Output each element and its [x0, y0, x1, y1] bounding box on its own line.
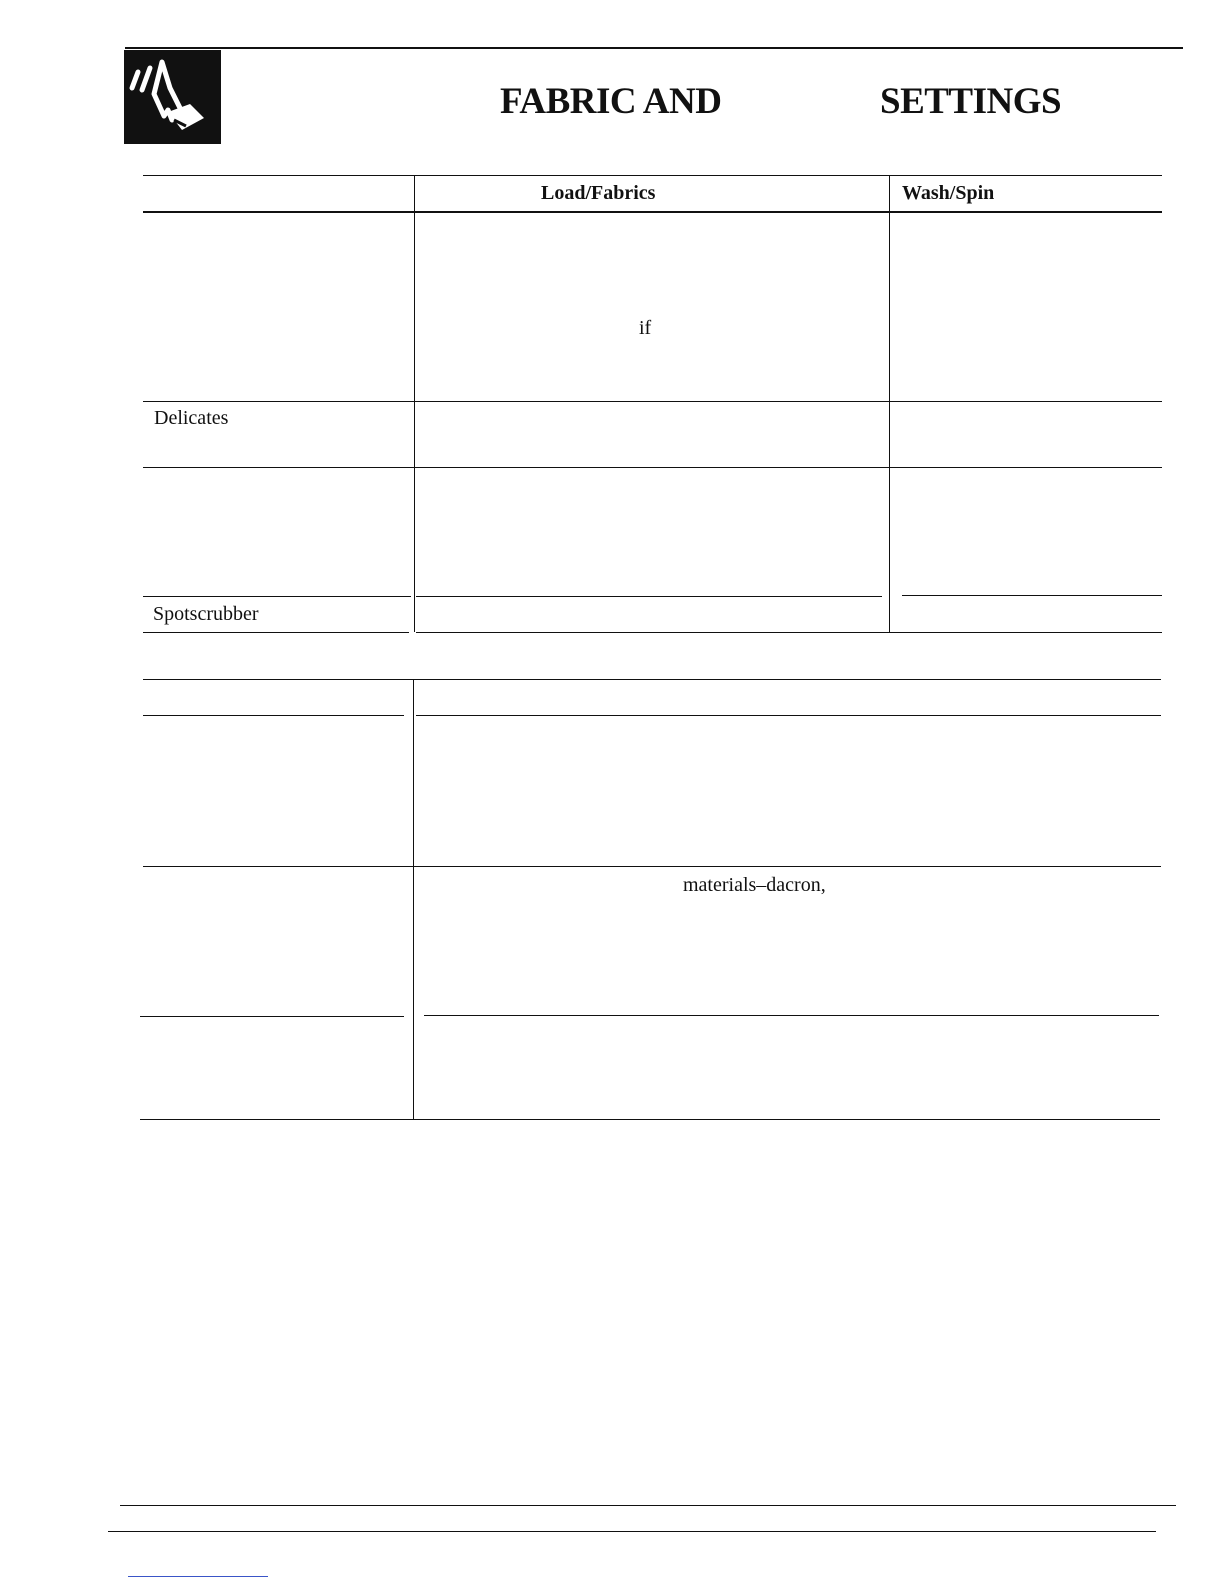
row-label-delicates: Delicates [154, 407, 229, 429]
row-divider [140, 1016, 404, 1017]
column-header-load-fabrics: Load/Fabrics [541, 182, 656, 204]
column-divider [889, 175, 890, 632]
row-divider [143, 467, 1162, 468]
table-cell: materials–dacron, [683, 874, 826, 896]
row-divider [143, 401, 1162, 402]
table-bottom-rule [140, 1119, 1160, 1120]
row-divider [424, 1015, 1159, 1016]
row-divider [416, 632, 1162, 633]
table-header-rule [143, 715, 404, 716]
page-title-part2: SETTINGS [880, 81, 1062, 122]
table-rule [143, 175, 1162, 176]
row-divider [143, 866, 1161, 867]
page-title-part1: FABRIC AND [500, 81, 722, 122]
table-cell: if [639, 317, 652, 339]
table-rule [143, 679, 1161, 680]
column-divider [414, 175, 415, 632]
hand-pressing-button-icon [124, 50, 221, 144]
footer-link-underline[interactable] [128, 1576, 268, 1577]
column-divider [413, 680, 414, 1120]
row-divider [143, 596, 411, 597]
table-header-rule [416, 715, 1161, 716]
footer-rule [108, 1531, 1156, 1532]
row-label-spotscrubber: Spotscrubber [153, 603, 259, 625]
column-header-wash-spin: Wash/Spin [902, 182, 995, 204]
header-rule [125, 47, 1183, 49]
table-header-rule [143, 211, 1162, 213]
row-divider [902, 595, 1162, 596]
row-divider [416, 596, 882, 597]
row-divider [143, 632, 409, 633]
footer-rule [120, 1505, 1176, 1506]
